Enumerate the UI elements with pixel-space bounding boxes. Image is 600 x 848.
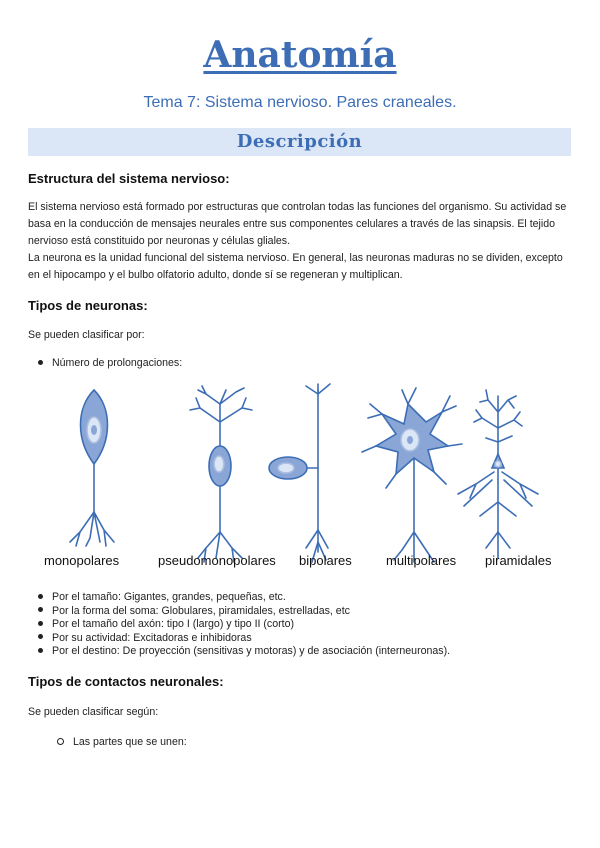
- estructura-paragraph-1: El sistema nervioso está formado por estructuras que controlan todas las funciones del organismo. Su actividad se basa en la conducción de mensajes neurales entre sus componentes celulares a través de las sinapsis. El tejido nervioso está constituido por neuronas y células gliales.: [28, 201, 567, 247]
- section-band-descripcion: Descripción: [28, 128, 571, 156]
- sub-bullet-partes-text: Las partes que se unen:: [73, 736, 187, 748]
- list-item: [38, 632, 450, 646]
- label-multipolares: multipolares: [386, 553, 457, 568]
- neuron-monopolar: [70, 390, 114, 546]
- neuron-types-figure: [30, 382, 570, 572]
- bullet-dot: [38, 634, 43, 639]
- heading-contactos: Tipos de contactos neuronales:: [28, 674, 224, 689]
- contactos-intro: Se pueden clasificar según:: [28, 706, 159, 718]
- list-item-text: Por su actividad: Excitadoras e inhibidoras: [52, 631, 252, 644]
- page-subtitle: Tema 7: Sistema nervioso. Pares craneales.: [143, 94, 457, 111]
- estructura-text: [28, 199, 573, 284]
- bullet-dot: [38, 594, 43, 599]
- bullet-prolongaciones-text: Número de prolongaciones:: [52, 357, 183, 369]
- estructura-paragraph-2: La neurona es la unidad funcional del sistema nervioso. En general, las neuronas maduras no se dividen, excepto en el hipocampo y el bulbo olfatorio adulto, donde sí se regeneran y multiplican.: [28, 252, 563, 281]
- list-item: [38, 591, 450, 605]
- neuron-piramidal: [458, 390, 538, 558]
- tipos-neuronas-intro: Se pueden clasificar por:: [28, 329, 145, 341]
- neuron-multipolar: [362, 388, 462, 562]
- list-item-text: Por el destino: De proyección (sensitivas y motoras) y de asociación (interneuronas).: [52, 645, 451, 658]
- bullet-prolongaciones: [38, 357, 182, 369]
- label-piramidales: piramidales: [485, 553, 552, 568]
- label-bipolares: bipolares: [299, 553, 352, 568]
- sub-bullet-ring: [57, 738, 64, 745]
- list-item: [38, 618, 450, 632]
- page-title: Anatomía: [203, 34, 397, 76]
- list-item-text: Por la forma del soma: Globulares, piramidales, estrelladas, etc: [52, 604, 350, 617]
- list-item: [38, 605, 450, 619]
- neuron-pseudomonopolar: [190, 386, 252, 562]
- sub-bullet-partes: [57, 736, 187, 748]
- bullet-dot: [38, 607, 43, 612]
- classification-list: [38, 591, 450, 659]
- label-pseudomonopolares: pseudomonopolares: [158, 553, 276, 568]
- heading-tipos-neuronas: Tipos de neuronas:: [28, 298, 148, 313]
- bullet-dot: [38, 648, 43, 653]
- heading-estructura: Estructura del sistema nervioso:: [28, 171, 230, 186]
- list-item: [38, 645, 450, 659]
- bullet-dot: [38, 360, 43, 365]
- neuron-bipolar: [269, 384, 330, 562]
- label-monopolares: monopolares: [44, 553, 120, 568]
- list-item-text: Por el tamaño: Gigantes, grandes, pequeñas, etc.: [52, 591, 286, 603]
- list-item-text: Por el tamaño del axón: tipo I (largo) y tipo II (corto): [52, 618, 295, 631]
- bullet-dot: [38, 621, 43, 626]
